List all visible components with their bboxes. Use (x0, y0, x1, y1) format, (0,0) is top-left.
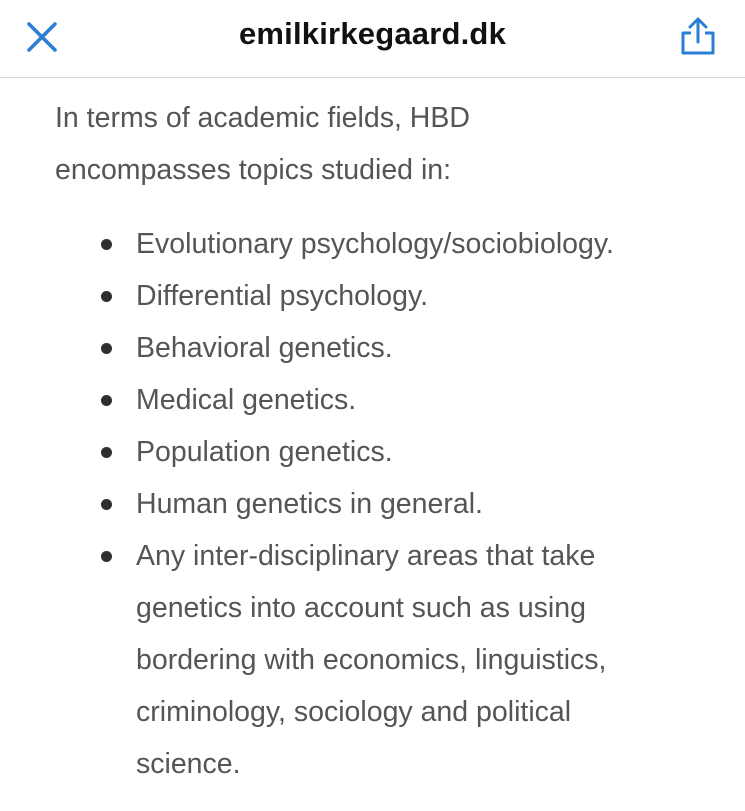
bullet-icon (101, 291, 112, 302)
list-item (0, 218, 745, 270)
list-item (0, 478, 745, 530)
share-icon (678, 16, 718, 56)
bullet-icon (101, 551, 112, 562)
list-item-text: Differential psychology. (136, 280, 429, 312)
bullet-icon (101, 239, 112, 250)
bullet-icon (101, 343, 112, 354)
list-item (0, 426, 745, 478)
bullet-icon (101, 395, 112, 406)
list-item (0, 530, 745, 790)
share-button[interactable] (674, 12, 722, 60)
top-navigation-bar (0, 0, 745, 78)
list-item-text: Population genetics. (136, 436, 393, 468)
site-title: emilkirkegaard.dk (238, 16, 507, 51)
list-item-text: Behavioral genetics. (136, 332, 393, 364)
list-item-text: Evolutionary psychology/sociobiology. (136, 228, 614, 260)
list-item-text: Any inter-disciplinary areas that take genetics into account such as using bordering with economics, linguistics, criminology, sociology and political science. (136, 540, 607, 780)
list-item-text: Medical genetics. (136, 384, 357, 416)
list-item (0, 322, 745, 374)
bullet-icon (101, 499, 112, 510)
list-item-text: Human genetics in general. (136, 488, 483, 520)
intro-paragraph: In terms of academic fields, HBD encompasses topics studied in: (55, 102, 470, 186)
bullet-icon (101, 447, 112, 458)
academic-fields-list (0, 218, 745, 790)
list-item (0, 374, 745, 426)
list-item (0, 270, 745, 322)
